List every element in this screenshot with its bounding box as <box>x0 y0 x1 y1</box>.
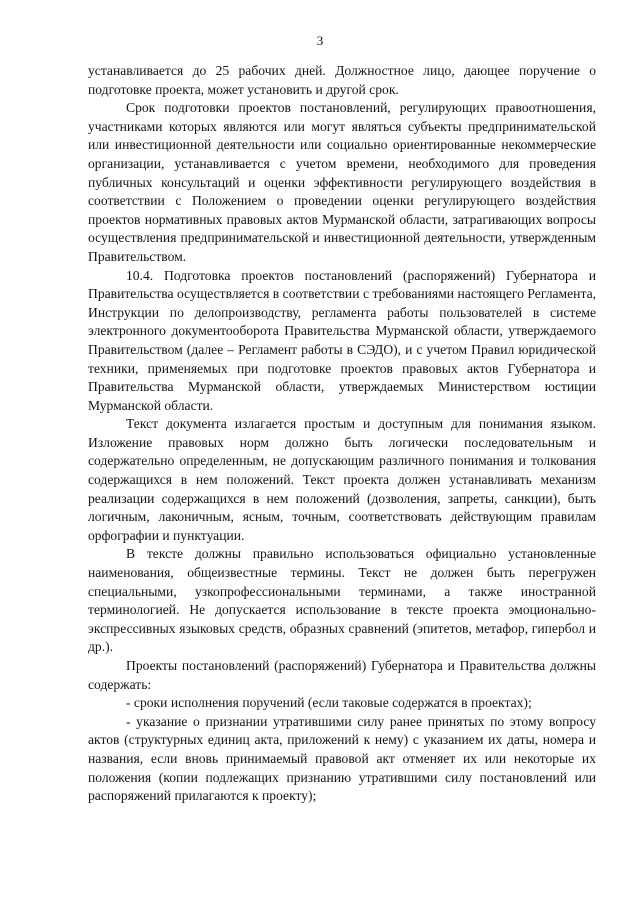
paragraph-continuation: устанавливается до 25 рабочих дней. Должностное лицо, дающее поручение о подготовке проекта, может установить и другой срок. <box>88 63 596 97</box>
paragraph-text-requirements: Текст документа излагается простым и доступным для понимания языком. Изложение правовых норм должно быть логически последовательным и содержательно определенным, не допускающим различного понимания и толкования содержащихся в нем положений. Текст проекта должен устанавливать механизм реализации содержащихся в нем положений (дозволения, запреты, санкции), быть логичным, лаконичным, ясным, точным, соответствовать действующим правилам орфографии и пунктуации. <box>88 416 596 543</box>
paragraph-10-4: 10.4. Подготовка проектов постановлений (распоряжений) Губернатора и Правительства осуществляется в соответствии с требованиями настоящего Регламента, Инструкции по делопроизводству, регламента работы пользователей в системе электронного документооборота Правительства Мурманской области, утверждаемого Правительством (далее – Регламент работы в СЭДО), и с учетом Правил юридической техники, применяемых при подготовке проектов правовых актов Губернатора и Правительства Мурманской области, утверждаемых Министерством юстиции Мурманской области. <box>88 267 596 413</box>
paragraph-terminology: В тексте должны правильно использоваться официально установленные наименования, общеизвестные термины. Текст не должен быть перегружен специальными, узкопрофессиональными терминами, а также иностранной терминологией. Не допускается использование в тексте проекта эмоционально-экспрессивных языковых средств, образных сравнений (эпитетов, метафор, гипербол и др.). <box>88 546 596 655</box>
list-item-deadlines: - сроки исполнения поручений (если таковые содержатся в проектах); <box>126 695 532 711</box>
paragraph-projects-must-contain: Проекты постановлений (распоряжений) Губернатора и Правительства должны содержать: <box>88 658 596 692</box>
document-body <box>88 62 596 806</box>
page-number: 3 <box>316 33 324 48</box>
paragraph-deadline-projects: Срок подготовки проектов постановлений, регулирующих правоотношения, участниками которых являются или могут являться субъекты предпринимательской или инвестиционной деятельности или социально ориентированные некоммерческие организации, устанавливается с учетом времени, необходимого для проведения публичных консультаций и оценки эффективности регулирующего воздействия в соответствии с Положением о проведении оценки регулирующего воздействия проектов нормативных правовых актов Мурманской области, затрагивающих вопросы осуществления предпринимательской и инвестиционной деятельности, утвержденным Правительством. <box>88 100 596 264</box>
list-item-repeal-acts: - указание о признании утратившими силу ранее принятых по этому вопросу актов (структурных единиц акта, приложений к нему) с указанием их даты, номера и названия, если вновь принимаемый правовой акт отменяет их или некоторые их положения (копии подлежащих признанию утратившими силу постановлений или распоряжений прилагаются к проекту); <box>88 713 596 804</box>
